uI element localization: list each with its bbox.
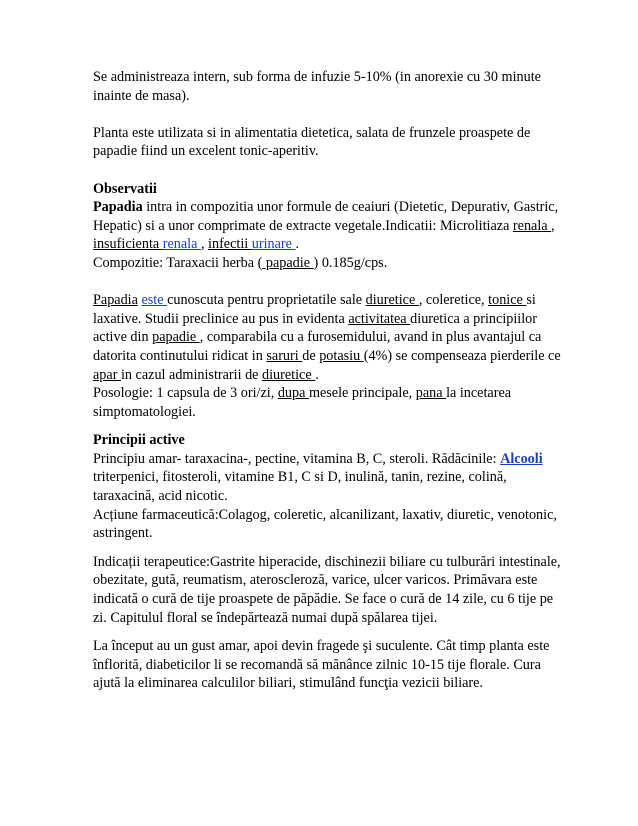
link-papadie-2[interactable]: papadie <box>152 329 200 346</box>
text-span: , coleretice, <box>418 292 489 309</box>
link-diuretice-2[interactable]: diuretice <box>262 366 316 383</box>
text-span: in cazul administrarii de <box>120 366 263 383</box>
text-span: si laxative. Studii preclinice au pus in evidenta <box>93 292 536 327</box>
paragraph-compozitie <box>93 254 563 273</box>
paragraph-indicatii: Indicații terapeutice:Gastrite hiperacide, dischinezii biliare cu tulburări intestinale, obezitate, gută, reumatism, ateroscleroză, varice, ulcer varicos. Primăvara este indicată o cură de tije proaspete de păpădie. Se face o cură de 14 zile, cu 6 tije pe zi. Capitulul floral se îndepărtează numai după spălarea tijei. <box>93 553 561 626</box>
text-span: Principiu amar- taraxacina-, pectine, vitamina B, C, steroli. Rădăcinile: <box>93 450 501 467</box>
paragraph-proprietati <box>93 291 563 421</box>
text-span: mesele principale, <box>308 385 416 402</box>
section-observatii <box>93 180 563 273</box>
text-span: cunoscuta pentru proprietatile sale <box>167 292 366 309</box>
link-renala[interactable]: renala <box>512 217 552 234</box>
paragraph-administration: Se administreaza intern, sub forma de infuzie 5-10% (in anorexie cu 30 minute inainte de masa). <box>93 69 541 104</box>
link-saruri[interactable]: saruri <box>266 347 303 364</box>
text-span: Compozitie: Taraxacii herba ( <box>93 254 263 271</box>
heading-observatii: Observatii <box>93 180 157 197</box>
text-span: (4%) se compenseaza pierderile ce <box>363 347 561 364</box>
link-activitatea[interactable]: activitatea <box>348 310 411 327</box>
link-pana[interactable]: pana <box>415 385 447 402</box>
text-span: intra in compozitia unor formule de ceaiuri (Dietetic, Depurativ, Gastric, Hepatic) si a unor comprimate de extracte vegetale.Indicatii: Microlitiaza <box>93 199 559 234</box>
text-span: ) 0.185g/cps. <box>313 254 388 271</box>
paragraph-gust: La început au un gust amar, apoi devin fragede şi suculente. Cât timp planta este înflorită, diabeticilor li se recomandă să mănânce zilnic 10-15 tije florale. Cura ajută la eliminarea calculilor biliari, stimulând funcţia vezicii biliare. <box>93 638 550 692</box>
paragraph-principii <box>93 450 563 506</box>
text-span: . <box>295 236 300 253</box>
text-span: diuretica a principiilor active din <box>93 310 538 346</box>
link-papadie[interactable]: papadie <box>262 254 314 271</box>
text-span: la incetarea simptomatologiei. <box>93 385 512 420</box>
link-dupa[interactable]: dupa <box>277 385 309 402</box>
link-infectii[interactable]: infectii <box>208 236 252 253</box>
term-papadia: Papadia <box>93 199 143 216</box>
link-apar[interactable]: apar <box>93 366 121 383</box>
link-urinare[interactable]: urinare <box>251 236 296 253</box>
text-span: , comparabila cu a furosemidului, avand in plus avantajul ca datorita continutului ridicat in <box>93 329 542 364</box>
link-alcooli[interactable]: Alcooli <box>500 450 543 467</box>
link-este[interactable]: este <box>141 292 168 309</box>
paragraph-actiune: Acțiune farmaceutică:Colagog, coleretic, alcanilizant, laxativ, diuretic, venotonic, astringent. <box>93 506 557 542</box>
text-span: . <box>315 366 319 383</box>
link-renala-2[interactable]: renala <box>162 236 201 253</box>
text-span: triterpenici, fitosteroli, vitamine B1, C si D, inulină, tanin, rezine, colină, taraxacină, acid nicotic. <box>93 469 507 505</box>
heading-principii-active: Principii active <box>93 432 185 449</box>
section-principii-active <box>93 431 563 543</box>
document-body <box>93 68 563 693</box>
link-insuficienta[interactable]: insuficienta <box>93 236 163 253</box>
link-diuretice[interactable]: diuretice <box>365 292 419 309</box>
text-span: , <box>551 217 555 234</box>
text-span: Posologie: 1 capsula de 3 ori/zi, <box>93 385 278 402</box>
paragraph-dietary-use: Planta este utilizata si in alimentatia dietetica, salata de frunzele proaspete de papadie fiind un excelent tonic-aperitiv. <box>93 124 531 160</box>
text-span: , <box>200 236 209 253</box>
paragraph-observatii <box>93 198 563 254</box>
link-potasiu[interactable]: potasiu <box>319 347 364 364</box>
link-papadia[interactable]: Papadia <box>93 292 138 309</box>
link-tonice[interactable]: tonice <box>488 292 527 309</box>
text-span: de <box>302 347 320 364</box>
